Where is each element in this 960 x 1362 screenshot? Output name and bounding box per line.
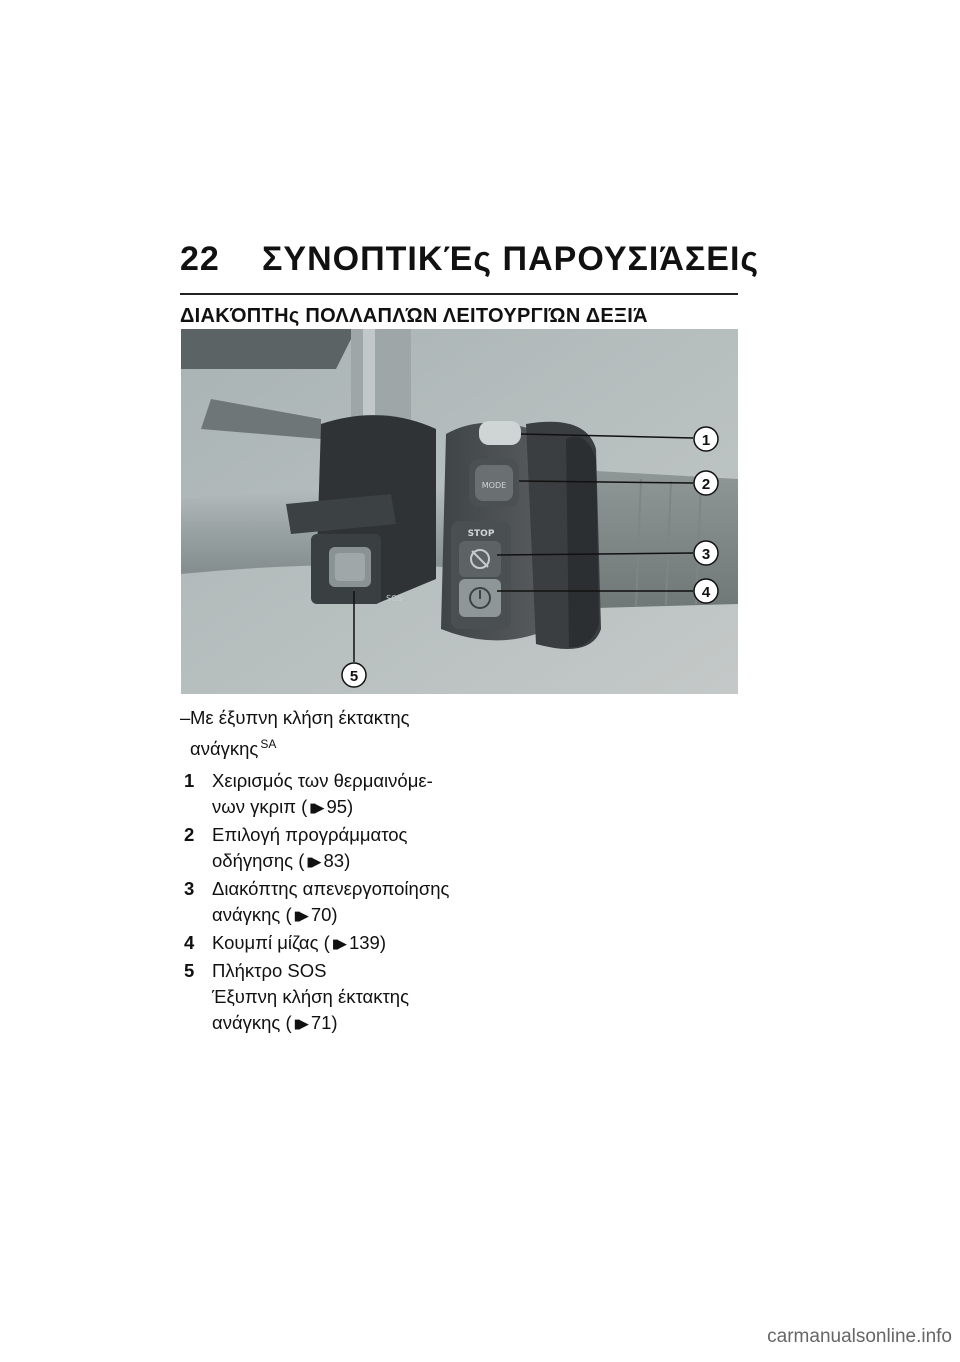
item-number: 3 — [184, 878, 195, 900]
callout-1: 1 — [701, 432, 711, 449]
page-reference[interactable]: ( ▮▶ 70) — [286, 904, 338, 925]
page-reference[interactable]: ( ▮▶ 71) — [286, 1012, 338, 1033]
page-number: 22 — [180, 240, 220, 278]
arrow-right-icon: ▮▶ — [293, 1016, 307, 1032]
callout-3: 3 — [701, 546, 711, 563]
item-number: 4 — [184, 932, 195, 954]
handlebar-switch-photo — [181, 329, 738, 694]
item-text-line: Επιλογή προγράμματος — [212, 824, 408, 846]
item-text-line: νων γκριπ — [212, 796, 296, 818]
mode-button-label: MODE — [481, 481, 507, 490]
item-text-line: οδήγησης — [212, 850, 294, 872]
item-text-line: ανάγκης — [212, 904, 281, 926]
arrow-right-icon: ▮▶ — [331, 936, 345, 952]
page-reference[interactable]: ( ▮▶ 83) — [298, 850, 350, 871]
header-rule — [180, 293, 738, 295]
legend-item-2 — [180, 822, 480, 876]
item-text-line: Χειρισμός των θερμαινόμε- — [212, 770, 433, 792]
legend-content — [180, 705, 480, 1038]
arrow-right-icon: ▮▶ — [309, 800, 323, 816]
arrow-right-icon: ▮▶ — [293, 908, 307, 924]
watermark-footer: carmanualsonline.info — [767, 1326, 952, 1347]
item-text-line: Κουμπί μίζας — [212, 932, 319, 954]
page-header — [180, 240, 760, 290]
note-dash: – — [180, 707, 191, 728]
item-text-line: Διακόπτης απενεργοποίησης — [212, 878, 450, 900]
chapter-title: ΣΥΝΟΠΤΙΚΈς ΠΑΡΟΥΣΙΆΣΕΙς — [262, 240, 760, 278]
note-line-1: Με έξυπνη κλήση έκτακτης — [190, 707, 410, 728]
legend-item-1 — [180, 768, 480, 822]
stop-button-label: STOP — [467, 529, 495, 539]
page-reference[interactable]: ( ▮▶ 95) — [301, 796, 353, 817]
item-text-line: Έξυπνη κλήση έκτακτης — [212, 986, 409, 1008]
page-reference[interactable]: ( ▮▶ 139) — [324, 932, 386, 953]
item-number: 5 — [184, 960, 195, 982]
callout-5: 5 — [349, 668, 359, 685]
legend-list — [180, 768, 480, 1038]
legend-item-3 — [180, 876, 480, 930]
note-line-2: ανάγκης — [190, 738, 259, 760]
item-text-line: ανάγκης — [212, 1012, 281, 1034]
item-number: 2 — [184, 824, 195, 846]
legend-item-5 — [180, 958, 480, 1038]
item-number: 1 — [184, 770, 195, 792]
callout-2: 2 — [701, 476, 711, 493]
item-text-line: Πλήκτρο SOS — [212, 960, 327, 982]
section-title: ΔΙΑΚΌΠΤΗς ΠΟΛΛΑΠΛΏΝ ΛΕΙΤΟΥΡΓΙΏΝ ΔΕΞΙΆ — [180, 305, 648, 327]
special-equipment-marker: SA — [260, 737, 277, 751]
svg-text:SOS: SOS — [386, 594, 403, 603]
equipment-note — [180, 705, 480, 762]
legend-item-4 — [180, 930, 480, 958]
arrow-right-icon: ▮▶ — [306, 854, 320, 870]
callout-4: 4 — [701, 584, 711, 601]
